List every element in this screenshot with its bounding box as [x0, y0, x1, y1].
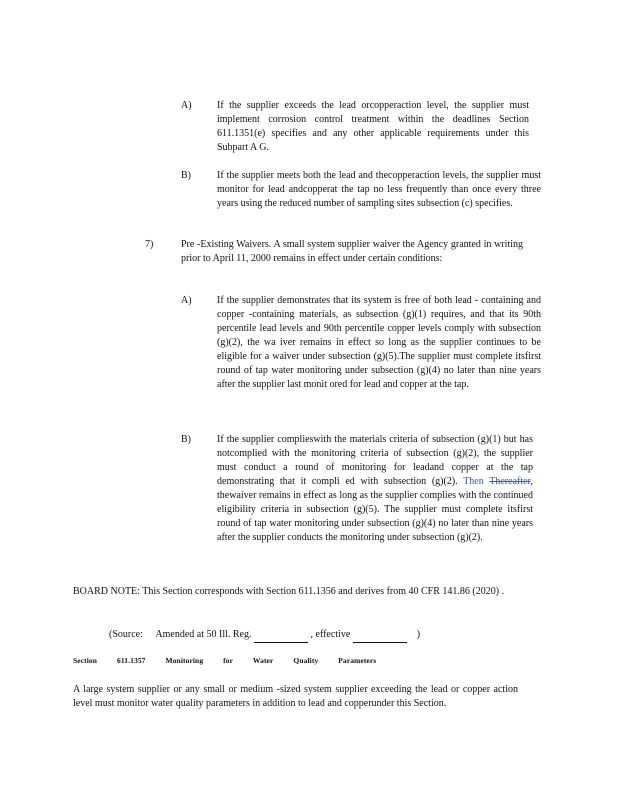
item-7-text: Pre -Existing Waivers. A small system supplier waiver the Agency granted in writing prior to April 11, 2000 remains in effect under certain conditions:: [181, 239, 523, 264]
board-note: BOARD NOTE: This Section corresponds with Section 611.1356 and derives from 40 CFR 141.86 (2020) .: [73, 586, 505, 597]
source-effective: , effective: [310, 629, 351, 640]
item-7b-text: [217, 433, 533, 545]
source-close: ): [416, 629, 421, 640]
item-7a-label: A): [181, 295, 192, 306]
section-title-word: Monitoring: [165, 656, 204, 665]
source-line: [109, 628, 420, 643]
item-b-text: If the supplier meets both the lead and thecopperaction levels, the supplier must monitor for lead andcopperat the tap no less frequently than once every three years using the reduced number of sampling sites subsection (c) specifies.: [217, 170, 541, 209]
section-heading: [73, 656, 394, 665]
source-prefix: (Source:: [109, 629, 143, 640]
section-title-word: Quality: [293, 656, 319, 665]
item-a-label: A): [181, 100, 192, 111]
item-7a-text: If the supplier demonstrates that its system is free of both lead - containing and copper -containing materials, as subsection (g)(1) requires, and that its 90th percentile lead levels and 90th percentile copper levels comply with subsection (g)(2), the wa iver remains in effect so long as the supplier continues to be eligible for a waiver under subsection (g)(5).The supplier must complete itsfirst round of tap water monitoring under subsection (g)(4) no later than nine years after the supplier last monit ored for lead and copper at the tap.: [217, 295, 541, 390]
reg-blank: [254, 628, 308, 643]
item-a-text: If the supplier exceeds the lead orcopperaction level, the supplier must implement corrosion control treatment within the deadlines Section 611.1351(e) specifies and any other applicable requirements under this Subpart A G.: [217, 100, 529, 153]
item-7b-label: B): [181, 434, 191, 445]
section-title-word: Water: [252, 656, 274, 665]
section-title-word: for: [223, 656, 234, 665]
section-body: A large system supplier or any small or medium -sized system supplier exceeding the lead or copper action level must monitor water quality parameters in addition to lead and copperunder this Section.: [73, 684, 518, 709]
item-7b-text-part1: If the supplier complieswith the materials criteria of subsection (g)(1) but has notcomplied with the monitoring criteria of subsection (g)(2), the supplier must conduct a round of monitoring for leadand copper at the tap demonstrating that it compli ed with subsection (g)(2).: [217, 434, 533, 487]
item-7-label: 7): [145, 239, 154, 250]
item-7b-text-part2: , thewaiver remains in effect as long as the supplier complies with the continued eligibility criteria in subsection (g)(5). The supplier must complete itsfirst round of tap water monitoring under subsection (g)(4) no later than nine years after the supplier conducts the monitoring under subsection (g)(2).: [217, 476, 533, 543]
section-word: Section: [73, 656, 98, 665]
inserted-text: Then: [463, 476, 484, 487]
effective-date-blank: [353, 628, 407, 643]
section-title-word: Parameters: [338, 656, 377, 665]
section-number: 611.1357: [117, 656, 146, 665]
deleted-text: Thereafter: [489, 476, 531, 487]
source-amended: Amended at 50 Ill. Reg.: [155, 629, 252, 640]
item-b-label: B): [181, 170, 191, 181]
